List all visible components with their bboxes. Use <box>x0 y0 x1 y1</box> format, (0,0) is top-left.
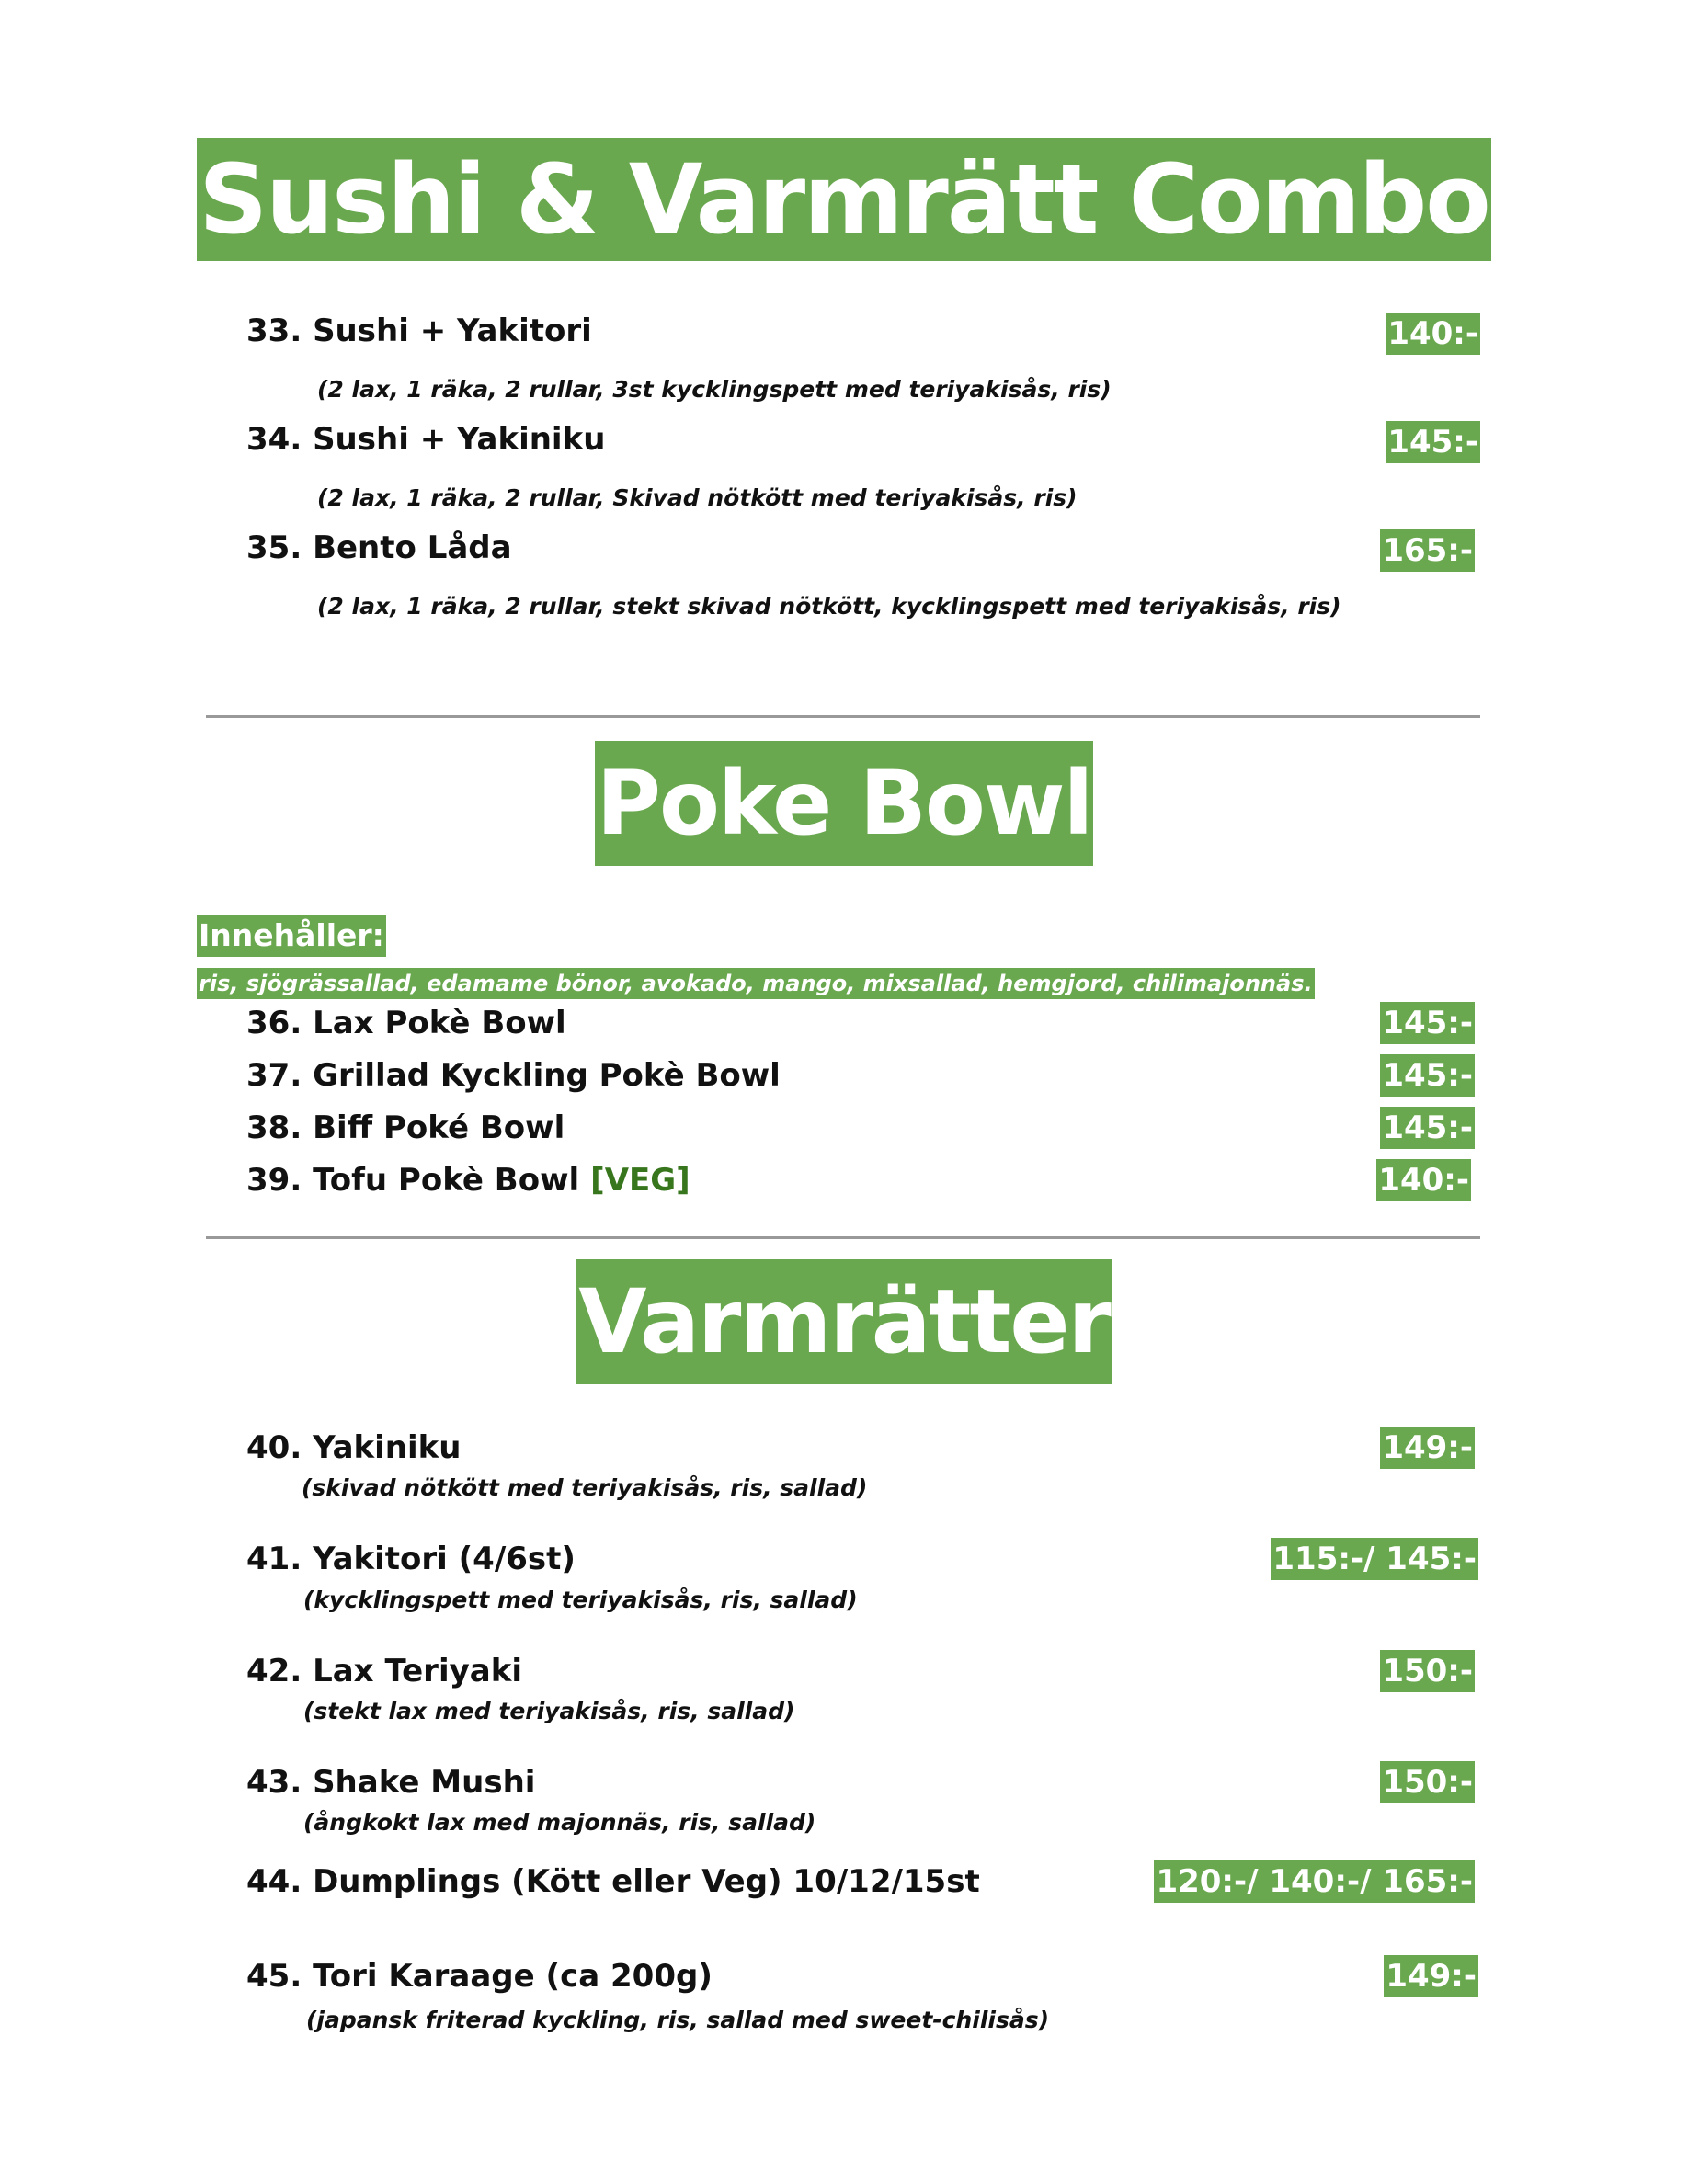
menu-item-name-text: 39. Tofu Pokè Bowl <box>246 1162 580 1199</box>
menu-item-description: (kycklingspett med teriyakisås, ris, sallad) <box>303 1587 858 1613</box>
menu-item-price: 140:- <box>1386 313 1480 355</box>
poke-section-title <box>0 741 1688 866</box>
menu-item-description: (skivad nötkött med teriyakisås, ris, sallad) <box>302 1474 868 1501</box>
veg-badge: [VEG] <box>590 1162 690 1199</box>
menu-item-name: 36. Lax Pokè Bowl <box>246 1005 566 1041</box>
menu-item-price: 149:- <box>1384 1955 1478 1997</box>
menu-item-price: 145:- <box>1380 1107 1475 1149</box>
menu-item-description: (2 lax, 1 räka, 2 rullar, 3st kycklingspett med teriyakisås, ris) <box>317 376 1112 403</box>
varm-title-label: Varmrätter <box>576 1259 1112 1384</box>
menu-item-price: 115:-/ 145:- <box>1271 1538 1478 1580</box>
menu-item-name <box>246 1162 690 1199</box>
poke-title-label: Poke Bowl <box>595 741 1094 866</box>
menu-item-description: (stekt lax med teriyakisås, ris, sallad) <box>303 1698 795 1724</box>
menu-item-price: 145:- <box>1386 421 1480 463</box>
menu-item-description: (ångkokt lax med majonnäs, ris, sallad) <box>303 1809 816 1836</box>
menu-item-name: 35. Bento Låda <box>246 529 512 566</box>
contains-ingredients: ris, sjögrässallad, edamame bönor, avokado, mango, mixsallad, hemgjord, chilimajonnäs. <box>197 968 1315 999</box>
varm-section-title <box>0 1259 1688 1384</box>
menu-item-name: 43. Shake Mushi <box>246 1764 536 1801</box>
menu-item-description: (2 lax, 1 räka, 2 rullar, stekt skivad nötkött, kycklingspett med teriyakisås, ris) <box>317 593 1341 620</box>
section-divider <box>206 715 1480 718</box>
menu-item-name: 44. Dumplings (Kött eller Veg) 10/12/15st <box>246 1863 980 1900</box>
contains-label: Innehåller: <box>197 915 386 957</box>
menu-item-name: 37. Grillad Kyckling Pokè Bowl <box>246 1057 781 1094</box>
section-divider <box>206 1236 1480 1239</box>
menu-item-price: 140:- <box>1376 1159 1471 1201</box>
combo-title-label: Sushi & Varmrätt Combo <box>197 138 1490 261</box>
menu-item-price: 145:- <box>1380 1002 1475 1044</box>
menu-item-description: (2 lax, 1 räka, 2 rullar, Skivad nötkött med teriyakisås, ris) <box>317 484 1078 511</box>
menu-item-price: 150:- <box>1380 1650 1475 1692</box>
menu-item-description: (japansk friterad kyckling, ris, sallad med sweet-chilisås) <box>306 2007 1050 2033</box>
menu-item-name: 38. Biff Poké Bowl <box>246 1109 565 1146</box>
menu-item-price: 149:- <box>1380 1427 1475 1469</box>
menu-item-name: 34. Sushi + Yakiniku <box>246 421 606 458</box>
menu-item-price: 145:- <box>1380 1054 1475 1097</box>
menu-item-price: 165:- <box>1380 529 1475 572</box>
menu-item-name: 45. Tori Karaage (ca 200g) <box>246 1958 713 1995</box>
menu-item-price: 150:- <box>1380 1761 1475 1803</box>
menu-item-name: 42. Lax Teriyaki <box>246 1653 522 1689</box>
menu-item-name: 40. Yakiniku <box>246 1429 462 1466</box>
menu-item-name: 33. Sushi + Yakitori <box>246 313 592 349</box>
menu-item-price: 120:-/ 140:-/ 165:- <box>1154 1860 1475 1903</box>
menu-item-name: 41. Yakitori (4/6st) <box>246 1541 576 1577</box>
combo-section-title <box>0 138 1688 261</box>
